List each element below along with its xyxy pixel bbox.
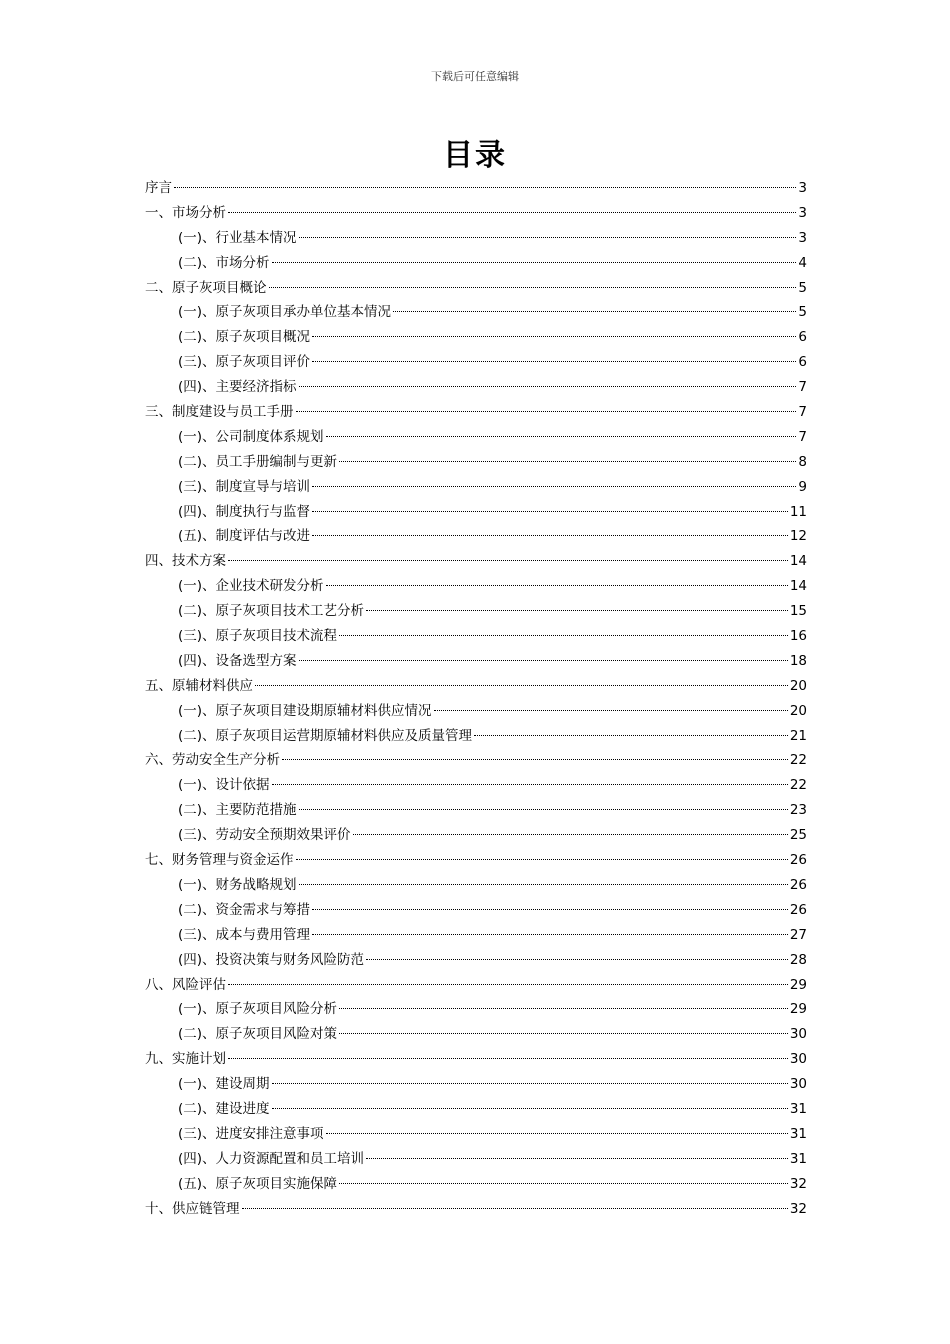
toc-entry-page: 22 (789, 752, 807, 769)
toc-entry-label: (四)、主要经济指标 (178, 379, 297, 396)
toc-leader-dots (366, 610, 788, 611)
toc-entry-page: 30 (789, 1076, 807, 1093)
toc-entry[interactable] (145, 450, 807, 475)
toc-entry[interactable] (145, 1197, 807, 1222)
toc-leader-dots (366, 1158, 788, 1159)
toc-leader-dots (326, 1133, 788, 1134)
toc-leader-dots (312, 934, 788, 935)
toc-entry-page: 4 (798, 254, 807, 271)
toc-entry-page: 8 (798, 453, 807, 470)
toc-leader-dots (269, 287, 797, 288)
toc-entry-label: (二)、原子灰项目运营期原辅材料供应及质量管理 (178, 727, 473, 744)
toc-entry[interactable] (145, 1047, 807, 1072)
toc-entry-page: 7 (798, 379, 807, 396)
toc-leader-dots (366, 959, 788, 960)
toc-entry-page: 3 (798, 180, 807, 196)
toc-leader-dots (312, 336, 796, 337)
toc-leader-dots (474, 735, 788, 736)
toc-entry-label: (一)、设计依据 (178, 777, 270, 794)
toc-entry-label: (五)、原子灰项目实施保障 (178, 1175, 338, 1192)
toc-entry-label: (三)、进度安排注意事项 (178, 1125, 324, 1142)
toc-entry-label: 十、供应链管理 (145, 1200, 240, 1217)
toc-entry-label: 五、原辅材料供应 (145, 677, 253, 694)
toc-entry-page: 20 (789, 677, 807, 694)
toc-entry-page: 30 (789, 1026, 807, 1043)
toc-entry-page: 32 (789, 1200, 807, 1217)
toc-entry-page: 3 (798, 229, 807, 246)
toc-entry-page: 9 (798, 478, 807, 495)
toc-entry-page: 23 (789, 802, 807, 819)
toc-entry-page: 20 (789, 702, 807, 719)
toc-entry-label: 序言 (145, 180, 172, 196)
toc-entry-label: (二)、原子灰项目概况 (178, 329, 311, 346)
toc-leader-dots (339, 1183, 788, 1184)
toc-entry[interactable] (145, 201, 807, 226)
toc-leader-dots (312, 486, 796, 487)
toc-entry[interactable] (145, 524, 807, 549)
toc-entry[interactable] (145, 350, 807, 375)
toc-entry-label: (二)、市场分析 (178, 254, 270, 271)
toc-entry[interactable] (145, 699, 807, 724)
toc-entry[interactable] (145, 176, 807, 201)
toc-entry-page: 5 (798, 304, 807, 321)
table-of-contents (145, 176, 807, 1221)
toc-entry-label: 八、风险评估 (145, 976, 226, 993)
toc-leader-dots (299, 809, 788, 810)
toc-entry-page: 26 (789, 852, 807, 869)
toc-leader-dots (339, 1008, 788, 1009)
toc-entry-label: (一)、原子灰项目建设期原辅材料供应情况 (178, 702, 432, 719)
toc-entry[interactable] (145, 1172, 807, 1197)
toc-entry-label: (四)、投资决策与财务风险防范 (178, 951, 365, 968)
toc-entry-label: (三)、制度宣导与培训 (178, 478, 311, 495)
toc-entry-label: (三)、原子灰项目技术流程 (178, 628, 338, 645)
toc-entry[interactable] (145, 1097, 807, 1122)
toc-entry[interactable] (145, 674, 807, 699)
toc-leader-dots (272, 784, 788, 785)
page-header: 下载后可任意编辑 (431, 70, 519, 83)
toc-entry[interactable] (145, 923, 807, 948)
toc-entry[interactable] (145, 574, 807, 599)
toc-entry-label: 六、劳动安全生产分析 (145, 752, 280, 769)
toc-entry[interactable] (145, 226, 807, 251)
toc-entry-label: 九、实施计划 (145, 1051, 226, 1068)
toc-entry-label: 二、原子灰项目概论 (145, 279, 267, 296)
toc-entry-page: 21 (789, 727, 807, 744)
toc-entry-label: (一)、原子灰项目风险分析 (178, 1001, 338, 1018)
toc-entry-label: (一)、企业技术研发分析 (178, 578, 324, 595)
toc-entry-page: 15 (789, 603, 807, 620)
toc-leader-dots (242, 1208, 788, 1209)
toc-entry[interactable] (145, 873, 807, 898)
toc-leader-dots (299, 237, 797, 238)
toc-entry-page: 31 (789, 1100, 807, 1117)
toc-entry[interactable] (145, 475, 807, 500)
toc-entry-page: 14 (789, 578, 807, 595)
toc-entry[interactable] (145, 773, 807, 798)
toc-leader-dots (312, 361, 796, 362)
toc-entry-page: 5 (798, 279, 807, 296)
toc-entry[interactable] (145, 599, 807, 624)
toc-leader-dots (228, 984, 788, 985)
toc-entry-label: (四)、制度执行与监督 (178, 503, 311, 520)
toc-entry-page: 18 (789, 652, 807, 669)
toc-entry[interactable] (145, 649, 807, 674)
toc-entry[interactable] (145, 425, 807, 450)
toc-leader-dots (339, 1033, 788, 1034)
toc-entry-page: 28 (789, 951, 807, 968)
toc-leader-dots (282, 759, 788, 760)
toc-entry-page: 31 (789, 1125, 807, 1142)
toc-entry[interactable] (145, 300, 807, 325)
toc-entry-label: (一)、建设周期 (178, 1076, 270, 1093)
toc-leader-dots (339, 635, 788, 636)
toc-entry[interactable] (145, 848, 807, 873)
toc-entry-page: 25 (789, 827, 807, 844)
toc-leader-dots (353, 834, 788, 835)
toc-entry-page: 16 (789, 628, 807, 645)
toc-leader-dots (312, 535, 788, 536)
toc-leader-dots (255, 685, 788, 686)
toc-entry-label: (二)、资金需求与筹措 (178, 901, 311, 918)
toc-entry[interactable] (145, 375, 807, 400)
toc-entry[interactable] (145, 400, 807, 425)
toc-leader-dots (296, 859, 788, 860)
toc-leader-dots (228, 560, 788, 561)
toc-leader-dots (272, 262, 797, 263)
toc-leader-dots (299, 884, 788, 885)
toc-leader-dots (296, 411, 797, 412)
toc-entry-page: 11 (789, 503, 807, 520)
toc-leader-dots (312, 909, 788, 910)
toc-entry-label: (二)、原子灰项目技术工艺分析 (178, 603, 365, 620)
toc-entry-page: 27 (789, 926, 807, 943)
toc-leader-dots (326, 436, 797, 437)
toc-entry-page: 29 (789, 1001, 807, 1018)
toc-entry[interactable] (145, 549, 807, 574)
toc-entry-page: 7 (798, 428, 807, 445)
toc-entry-page: 26 (789, 876, 807, 893)
toc-leader-dots (272, 1083, 788, 1084)
toc-entry-page: 3 (798, 204, 807, 221)
toc-leader-dots (299, 660, 788, 661)
toc-entry-label: (二)、主要防范措施 (178, 802, 297, 819)
toc-entry[interactable] (145, 1072, 807, 1097)
toc-entry-page: 6 (798, 354, 807, 371)
toc-entry[interactable] (145, 251, 807, 276)
toc-entry-page: 7 (798, 404, 807, 421)
toc-entry[interactable] (145, 1122, 807, 1147)
toc-entry[interactable] (145, 798, 807, 823)
toc-entry[interactable] (145, 325, 807, 350)
toc-entry[interactable] (145, 997, 807, 1022)
toc-entry-page: 14 (789, 553, 807, 570)
toc-entry-label: (三)、成本与费用管理 (178, 926, 311, 943)
toc-entry-page: 32 (789, 1175, 807, 1192)
toc-leader-dots (339, 461, 796, 462)
toc-entry-label: (一)、行业基本情况 (178, 229, 297, 246)
toc-entry[interactable] (145, 948, 807, 973)
toc-leader-dots (393, 311, 796, 312)
toc-leader-dots (299, 386, 797, 387)
toc-leader-dots (326, 585, 788, 586)
toc-leader-dots (228, 1058, 788, 1059)
toc-entry-label: (四)、设备选型方案 (178, 652, 297, 669)
toc-entry-label: (二)、员工手册编制与更新 (178, 453, 338, 470)
toc-entry-label: (三)、劳动安全预期效果评价 (178, 827, 351, 844)
toc-entry-label: (五)、制度评估与改进 (178, 528, 311, 545)
toc-entry-page: 22 (789, 777, 807, 794)
toc-entry-label: (四)、人力资源配置和员工培训 (178, 1150, 365, 1167)
toc-entry-label: (三)、原子灰项目评价 (178, 354, 311, 371)
toc-entry-label: (二)、原子灰项目风险对策 (178, 1026, 338, 1043)
toc-entry[interactable] (145, 748, 807, 773)
toc-entry[interactable] (145, 1022, 807, 1047)
toc-entry[interactable] (145, 624, 807, 649)
toc-leader-dots (312, 511, 788, 512)
toc-leader-dots (272, 1108, 788, 1109)
toc-leader-dots (434, 710, 788, 711)
toc-entry[interactable] (145, 276, 807, 301)
toc-entry[interactable] (145, 823, 807, 848)
toc-entry-label: (一)、原子灰项目承办单位基本情况 (178, 304, 392, 321)
toc-entry-label: 四、技术方案 (145, 553, 226, 570)
toc-entry-page: 12 (789, 528, 807, 545)
toc-entry-label: (一)、财务战略规划 (178, 876, 297, 893)
page-title: 目录 (443, 138, 507, 173)
toc-entry[interactable] (145, 500, 807, 525)
toc-entry[interactable] (145, 724, 807, 749)
toc-entry[interactable] (145, 898, 807, 923)
toc-leader-dots (174, 187, 796, 188)
toc-entry[interactable] (145, 1147, 807, 1172)
toc-entry-label: 一、市场分析 (145, 204, 226, 221)
toc-entry-page: 26 (789, 901, 807, 918)
toc-entry-label: (二)、建设进度 (178, 1100, 270, 1117)
toc-entry[interactable] (145, 973, 807, 998)
toc-entry-page: 29 (789, 976, 807, 993)
toc-entry-label: (一)、公司制度体系规划 (178, 428, 324, 445)
toc-entry-page: 30 (789, 1051, 807, 1068)
toc-entry-page: 6 (798, 329, 807, 346)
toc-leader-dots (228, 212, 796, 213)
toc-entry-label: 七、财务管理与资金运作 (145, 852, 294, 869)
toc-entry-page: 31 (789, 1150, 807, 1167)
toc-entry-label: 三、制度建设与员工手册 (145, 404, 294, 421)
